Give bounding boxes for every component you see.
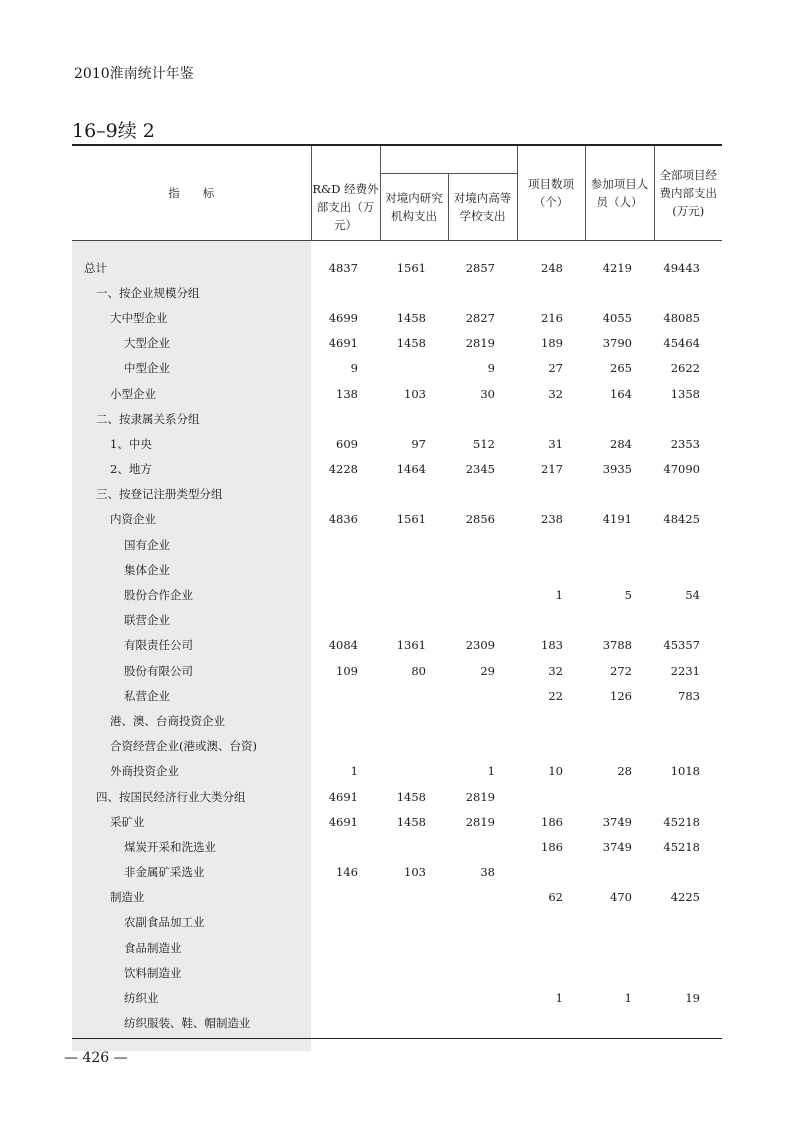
project-internal-cell <box>654 406 722 431</box>
header-project-internal: 全部项目经费内部支出(万元) <box>654 145 722 241</box>
domestic-university-cell: 2856 <box>465 512 495 527</box>
rd-external-cell: 4836 <box>328 512 358 527</box>
domestic-research-cell <box>380 759 448 784</box>
row-label: 二、按隶属关系分组 <box>72 406 311 431</box>
header-project-staff: 参加项目人员（人） <box>585 145 654 241</box>
rd-external-cell: 4691 <box>328 789 358 804</box>
domestic-university-cell <box>448 935 517 960</box>
project-internal-cell: 48085 <box>663 310 700 325</box>
rd-external-cell: 4691 <box>328 814 358 829</box>
domestic-research-cell: 1458 <box>396 789 426 804</box>
project-internal-cell <box>654 784 722 809</box>
domestic-research-cell <box>380 608 448 633</box>
project-count-cell: 216 <box>541 310 563 325</box>
row-label: 港、澳、台商投资企业 <box>72 708 311 733</box>
rd-external-cell <box>311 834 380 859</box>
row-label: 制造业 <box>72 885 311 910</box>
domestic-university-cell <box>448 885 517 910</box>
project-internal-cell: 45357 <box>663 638 700 653</box>
domestic-research-cell <box>380 1011 448 1036</box>
table-row <box>72 608 722 633</box>
project-internal-cell: 4225 <box>670 890 700 905</box>
rd-external-cell <box>311 557 380 582</box>
statistics-table-container <box>72 144 722 1051</box>
row-label: 私营企业 <box>72 683 311 708</box>
project-count-cell <box>517 910 585 935</box>
project-staff-cell <box>585 557 654 582</box>
row-label: 联营企业 <box>72 608 311 633</box>
domestic-university-cell: 2819 <box>465 789 495 804</box>
table-row <box>72 1011 722 1036</box>
project-internal-cell <box>654 960 722 985</box>
table-body <box>72 241 722 1051</box>
project-count-cell: 186 <box>541 814 563 829</box>
row-label: 纺织业 <box>72 985 311 1010</box>
table-row <box>72 734 722 759</box>
project-staff-cell: 3788 <box>602 638 632 653</box>
spacer-cell <box>517 241 585 256</box>
project-count-cell <box>517 708 585 733</box>
project-internal-cell: 48425 <box>663 512 700 527</box>
table-row <box>72 935 722 960</box>
project-staff-cell: 1 <box>624 991 632 1006</box>
domestic-university-cell <box>448 608 517 633</box>
domestic-research-cell: 1458 <box>396 310 426 325</box>
row-label: 四、按国民经济行业大类分组 <box>72 784 311 809</box>
domestic-research-cell <box>380 834 448 859</box>
table-row <box>72 834 722 859</box>
domestic-research-cell <box>380 356 448 381</box>
project-internal-cell: 783 <box>678 688 700 703</box>
domestic-university-cell: 2857 <box>465 260 495 275</box>
project-internal-cell: 45218 <box>663 814 700 829</box>
domestic-university-cell: 9 <box>487 361 495 376</box>
rd-external-cell <box>311 608 380 633</box>
rd-external-cell <box>311 734 380 759</box>
row-label: 农副食品加工业 <box>72 910 311 935</box>
row-label: 总计 <box>72 255 311 280</box>
table-row <box>72 708 722 733</box>
domestic-research-cell: 1464 <box>396 462 426 477</box>
domestic-research-cell: 80 <box>411 663 426 678</box>
project-count-cell: 27 <box>548 361 563 376</box>
domestic-research-cell: 1458 <box>396 814 426 829</box>
project-internal-cell: 1018 <box>670 764 700 779</box>
domestic-research-cell <box>380 406 448 431</box>
domestic-research-cell: 1561 <box>396 512 426 527</box>
row-label: 外商投资企业 <box>72 759 311 784</box>
project-count-cell: 183 <box>541 638 563 653</box>
project-staff-cell: 4219 <box>602 260 632 275</box>
statistics-table <box>72 144 722 1051</box>
project-count-cell: 32 <box>548 663 563 678</box>
project-staff-cell: 5 <box>624 588 632 603</box>
row-label: 饮料制造业 <box>72 960 311 985</box>
project-staff-cell: 3790 <box>602 336 632 351</box>
table-row <box>72 482 722 507</box>
project-staff-cell: 265 <box>610 361 632 376</box>
row-label: 采矿业 <box>72 809 311 834</box>
rd-external-cell <box>311 985 380 1010</box>
project-staff-cell: 164 <box>610 386 632 401</box>
domestic-research-cell <box>380 985 448 1010</box>
rd-external-cell: 4699 <box>328 310 358 325</box>
header-indicator: 指 标 <box>168 186 215 200</box>
row-label: 国有企业 <box>72 532 311 557</box>
table-row <box>72 683 722 708</box>
project-staff-cell <box>585 406 654 431</box>
project-count-cell <box>517 557 585 582</box>
project-internal-cell <box>654 910 722 935</box>
table-row <box>72 910 722 935</box>
project-count-cell <box>517 960 585 985</box>
project-staff-cell <box>585 608 654 633</box>
table-row <box>72 784 722 809</box>
project-internal-cell: 49443 <box>663 260 700 275</box>
row-label: 大中型企业 <box>72 305 311 330</box>
header-rd-external-label: R&D 经费外部支出（万元） <box>311 174 380 241</box>
domestic-university-cell: 512 <box>473 436 495 451</box>
table-row <box>72 507 722 532</box>
project-count-cell: 217 <box>541 462 563 477</box>
row-label: 一、按企业规模分组 <box>72 280 311 305</box>
header-domestic-university: 对境内高等学校支出 <box>448 174 517 241</box>
project-staff-cell <box>585 280 654 305</box>
project-internal-cell <box>654 280 722 305</box>
domestic-research-cell: 103 <box>404 865 426 880</box>
project-count-cell <box>517 532 585 557</box>
domestic-university-cell <box>448 1011 517 1036</box>
domestic-research-cell: 97 <box>411 436 426 451</box>
domestic-university-cell <box>448 406 517 431</box>
project-staff-cell <box>585 708 654 733</box>
domestic-research-cell <box>380 683 448 708</box>
table-row <box>72 885 722 910</box>
project-internal-cell <box>654 860 722 885</box>
domestic-university-cell <box>448 834 517 859</box>
domestic-research-cell <box>380 935 448 960</box>
project-staff-cell <box>585 1011 654 1036</box>
domestic-university-cell <box>448 985 517 1010</box>
project-staff-cell: 3749 <box>602 839 632 854</box>
project-staff-cell: 470 <box>610 890 632 905</box>
rd-external-cell <box>311 935 380 960</box>
domestic-research-cell <box>380 280 448 305</box>
table-row <box>72 457 722 482</box>
row-label: 大型企业 <box>72 331 311 356</box>
domestic-university-cell: 1 <box>487 764 495 779</box>
project-internal-cell: 45218 <box>663 839 700 854</box>
table-row <box>72 280 722 305</box>
rd-external-cell: 4228 <box>328 462 358 477</box>
table-row <box>72 960 722 985</box>
rd-external-cell: 109 <box>336 663 358 678</box>
table-row <box>72 356 722 381</box>
row-label: 小型企业 <box>72 381 311 406</box>
domestic-university-cell <box>448 960 517 985</box>
domestic-university-cell <box>448 708 517 733</box>
project-internal-cell: 47090 <box>663 462 700 477</box>
row-label: 股份有限公司 <box>72 658 311 683</box>
header-subgroup-spacer <box>380 145 517 174</box>
table-row <box>72 406 722 431</box>
row-label: 非金属矿采选业 <box>72 860 311 885</box>
spacer-cell <box>311 241 380 256</box>
header-domestic-research: 对境内研究机构支出 <box>380 174 448 241</box>
project-internal-cell: 2353 <box>670 436 700 451</box>
project-staff-cell <box>585 860 654 885</box>
spacer-cell <box>448 241 517 256</box>
table-row <box>72 633 722 658</box>
row-label: 煤炭开采和洗选业 <box>72 834 311 859</box>
domestic-research-cell <box>380 532 448 557</box>
project-count-cell <box>517 1011 585 1036</box>
project-count-cell: 1 <box>555 991 563 1006</box>
project-staff-cell <box>585 532 654 557</box>
project-internal-cell <box>654 734 722 759</box>
row-label: 纺织服装、鞋、帽制造业 <box>72 1011 311 1036</box>
domestic-research-cell: 1561 <box>396 260 426 275</box>
project-staff-cell <box>585 734 654 759</box>
row-label: 内资企业 <box>72 507 311 532</box>
project-internal-cell: 1358 <box>670 386 700 401</box>
domestic-university-cell: 38 <box>480 865 495 880</box>
project-count-cell <box>517 482 585 507</box>
domestic-research-cell <box>380 557 448 582</box>
project-internal-cell: 2231 <box>670 663 700 678</box>
project-internal-cell <box>654 708 722 733</box>
rd-external-cell <box>311 960 380 985</box>
domestic-university-cell <box>448 910 517 935</box>
domestic-university-cell <box>448 683 517 708</box>
table-row <box>72 532 722 557</box>
project-staff-cell: 28 <box>617 764 632 779</box>
rd-external-cell <box>311 532 380 557</box>
table-row <box>72 658 722 683</box>
project-count-cell: 186 <box>541 839 563 854</box>
project-staff-cell <box>585 935 654 960</box>
rd-external-cell: 1 <box>350 764 358 779</box>
project-staff-cell <box>585 482 654 507</box>
domestic-research-cell: 103 <box>404 386 426 401</box>
rd-external-cell: 4837 <box>328 260 358 275</box>
rd-external-cell: 9 <box>350 361 358 376</box>
domestic-research-cell <box>380 734 448 759</box>
project-count-cell <box>517 734 585 759</box>
project-internal-cell <box>654 1011 722 1036</box>
table-row <box>72 431 722 456</box>
domestic-university-cell: 2309 <box>465 638 495 653</box>
row-label: 中型企业 <box>72 356 311 381</box>
spacer-cell <box>72 241 311 256</box>
domestic-university-cell: 2819 <box>465 814 495 829</box>
domestic-university-cell: 30 <box>480 386 495 401</box>
rd-external-cell <box>311 406 380 431</box>
project-staff-cell: 3935 <box>602 462 632 477</box>
row-label: 2、地方 <box>72 457 311 482</box>
domestic-university-cell <box>448 280 517 305</box>
spacer-cell <box>654 241 722 256</box>
table-header <box>72 145 722 241</box>
project-count-cell: 22 <box>548 688 563 703</box>
project-staff-cell <box>585 960 654 985</box>
project-count-cell <box>517 935 585 960</box>
running-head: 2010淮南统计年鉴 <box>74 66 194 82</box>
row-label: 合资经营企业(港或澳、台资) <box>72 734 311 759</box>
rd-external-cell: 146 <box>336 865 358 880</box>
project-count-cell <box>517 860 585 885</box>
spacer-cell <box>380 241 448 256</box>
project-internal-cell: 45464 <box>663 336 700 351</box>
domestic-research-cell <box>380 708 448 733</box>
rd-external-cell <box>311 885 380 910</box>
table-row <box>72 305 722 330</box>
domestic-university-cell: 2819 <box>465 336 495 351</box>
project-count-cell: 10 <box>548 764 563 779</box>
rd-external-cell <box>311 708 380 733</box>
domestic-university-cell: 2345 <box>465 462 495 477</box>
project-count-cell: 248 <box>541 260 563 275</box>
project-internal-cell <box>654 482 722 507</box>
table-row <box>72 557 722 582</box>
page-number: — 426 — <box>64 1050 128 1066</box>
project-staff-cell: 284 <box>610 436 632 451</box>
project-count-cell: 32 <box>548 386 563 401</box>
project-staff-cell: 4055 <box>602 310 632 325</box>
project-count-cell <box>517 784 585 809</box>
project-internal-cell: 2622 <box>670 361 700 376</box>
row-label: 1、中央 <box>72 431 311 456</box>
project-internal-cell <box>654 557 722 582</box>
domestic-research-cell: 1361 <box>396 638 426 653</box>
table-row <box>72 331 722 356</box>
project-count-cell: 238 <box>541 512 563 527</box>
project-count-cell <box>517 608 585 633</box>
domestic-university-cell <box>448 482 517 507</box>
project-staff-cell <box>585 910 654 935</box>
rd-external-cell <box>311 280 380 305</box>
row-label: 股份合作企业 <box>72 582 311 607</box>
project-internal-cell <box>654 935 722 960</box>
rd-external-cell <box>311 482 380 507</box>
domestic-research-cell <box>380 910 448 935</box>
project-count-cell <box>517 406 585 431</box>
project-count-cell: 1 <box>555 588 563 603</box>
table-row <box>72 759 722 784</box>
spacer-row <box>72 241 722 256</box>
rd-external-cell <box>311 1011 380 1036</box>
rd-external-cell: 138 <box>336 386 358 401</box>
domestic-research-cell <box>380 885 448 910</box>
project-internal-cell <box>654 532 722 557</box>
project-staff-cell <box>585 784 654 809</box>
header-project-count: 项目数项（个） <box>517 145 585 241</box>
table-number: 16–9续 2 <box>72 120 155 142</box>
row-label: 食品制造业 <box>72 935 311 960</box>
table-row <box>72 381 722 406</box>
table-row <box>72 860 722 885</box>
project-count-cell: 62 <box>548 890 563 905</box>
domestic-university-cell: 29 <box>480 663 495 678</box>
project-staff-cell: 4191 <box>602 512 632 527</box>
rd-external-cell: 4084 <box>328 638 358 653</box>
table-row <box>72 582 722 607</box>
project-internal-cell: 19 <box>685 991 700 1006</box>
table-row <box>72 809 722 834</box>
domestic-university-cell <box>448 582 517 607</box>
header-rd-external <box>311 145 380 174</box>
bottom-rule <box>72 1038 722 1039</box>
project-count-cell: 31 <box>548 436 563 451</box>
rd-external-cell <box>311 683 380 708</box>
rd-external-cell: 609 <box>336 436 358 451</box>
rd-external-cell <box>311 582 380 607</box>
project-internal-cell <box>654 608 722 633</box>
row-label: 有限责任公司 <box>72 633 311 658</box>
project-staff-cell: 126 <box>610 688 632 703</box>
domestic-university-cell <box>448 532 517 557</box>
spacer-cell <box>585 241 654 256</box>
domestic-university-cell: 2827 <box>465 310 495 325</box>
domestic-university-cell <box>448 734 517 759</box>
table-row <box>72 255 722 280</box>
domestic-research-cell <box>380 482 448 507</box>
project-staff-cell: 3749 <box>602 814 632 829</box>
row-label: 集体企业 <box>72 557 311 582</box>
rd-external-cell: 4691 <box>328 336 358 351</box>
domestic-research-cell <box>380 960 448 985</box>
row-label: 三、按登记注册类型分组 <box>72 482 311 507</box>
domestic-research-cell: 1458 <box>396 336 426 351</box>
domestic-university-cell <box>448 557 517 582</box>
project-count-cell: 189 <box>541 336 563 351</box>
project-count-cell <box>517 280 585 305</box>
project-internal-cell: 54 <box>685 588 700 603</box>
rd-external-cell <box>311 910 380 935</box>
table-row <box>72 985 722 1010</box>
domestic-research-cell <box>380 582 448 607</box>
project-staff-cell: 272 <box>610 663 632 678</box>
